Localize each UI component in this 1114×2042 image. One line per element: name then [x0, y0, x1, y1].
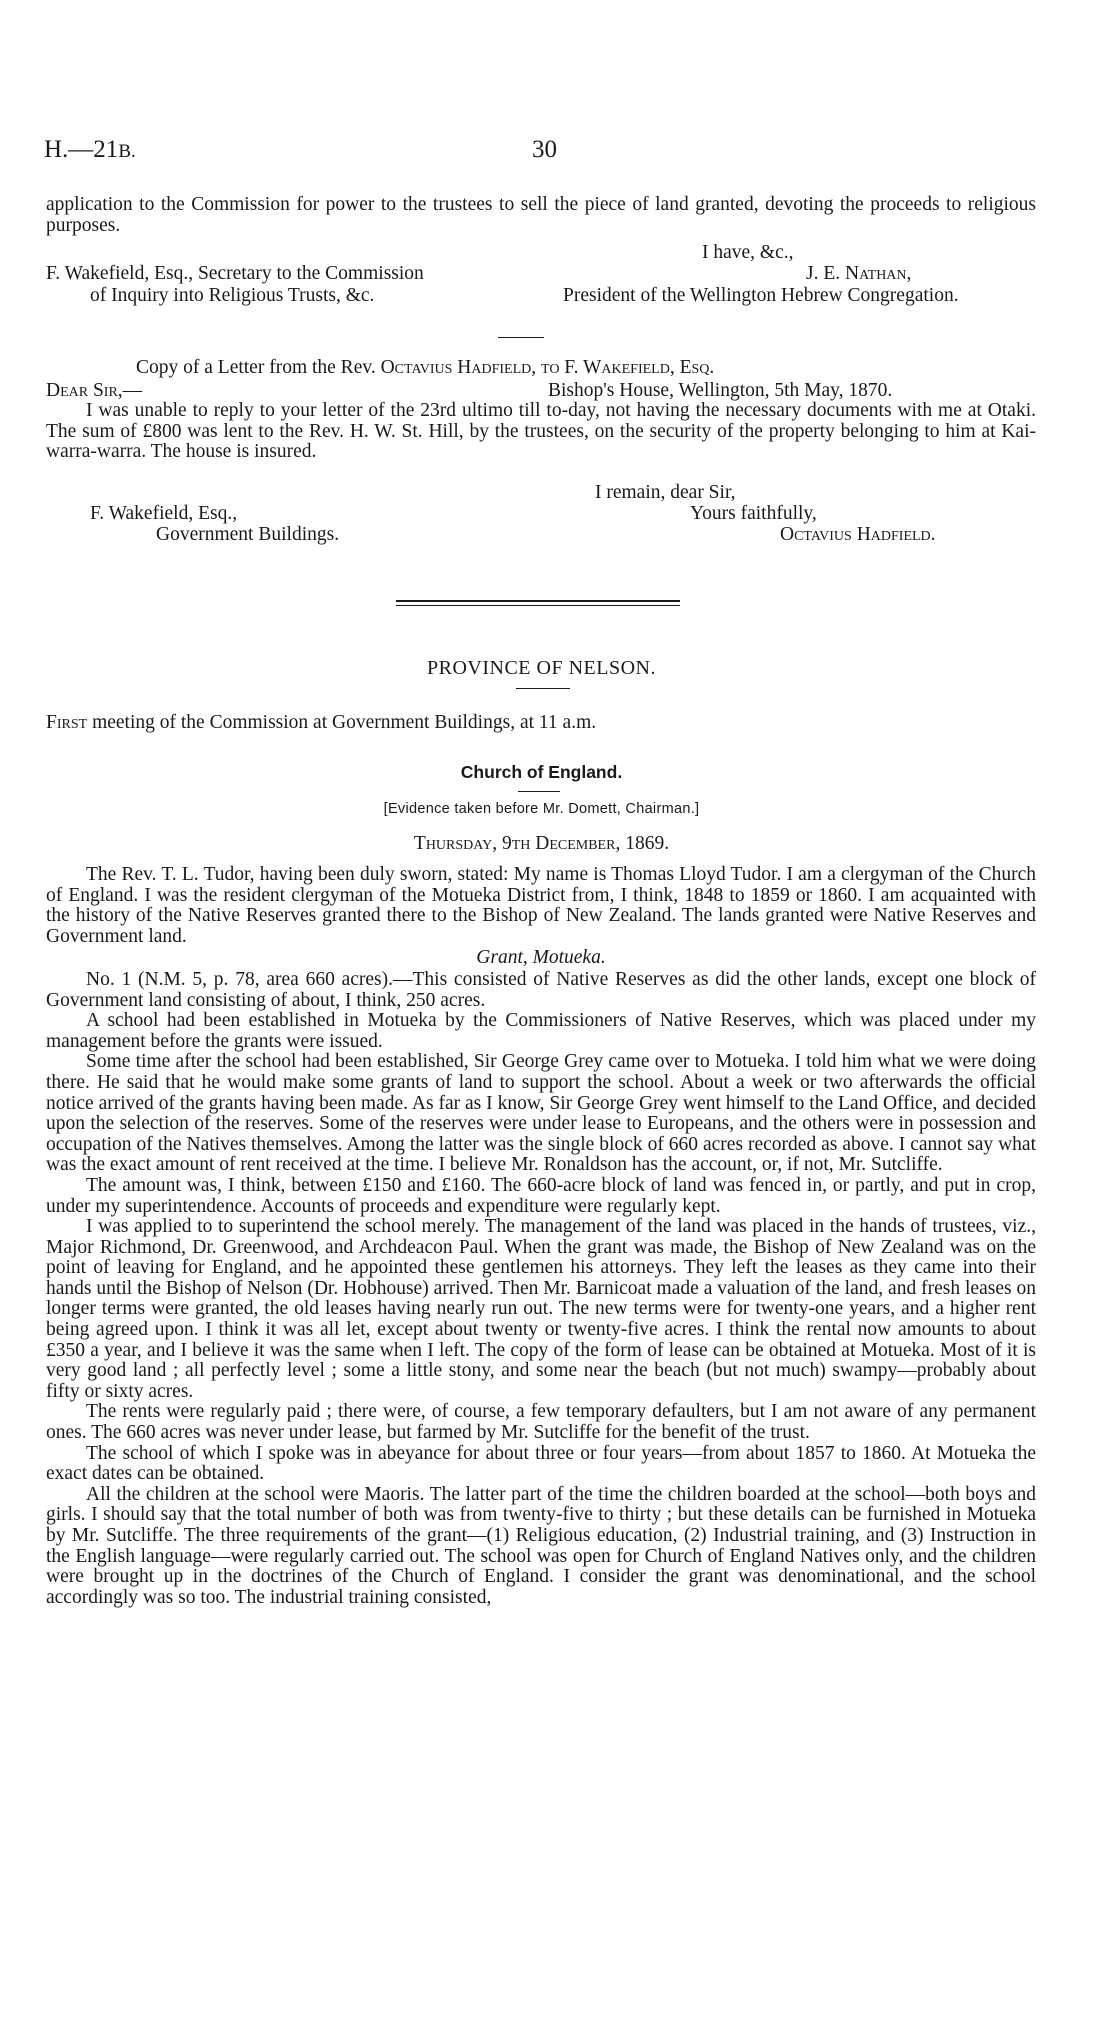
testimony-paragraph-9: All the children at the school were Maoris. The latter part of the time the children boarded at the school—both boys and girls. I should say that the total number of both was from twenty-five to thirty ; but these details can be furnished in Motueka by Mr. Sutcliffe. The three requirements of the grant—(1) Religious education, (2) Industrial training, and (3) Instruction in the English language—were regularly carried out. The school was open for Church of England Natives only, and the children were brought up in the doctrines of the Church of England. I consider the grant was denominational, and the school accordingly was so too. The industrial training consisted, — [46, 1483, 1036, 1608]
testimony-paragraph-6: I was applied to to superintend the school merely. The management of the land was placed in the hands of trustees, viz., Major Richmond, Dr. Greenwood, and Archdeacon Paul. When the grant was made, the Bishop of New Zealand was on the point of leaving for England, and he appointed these gentlemen his attorneys. They left the leases as they came into their hands until the Bishop of Nelson (Dr. Hobhouse) arrived. Then Mr. Barnicoat made a valuation of the land, and fresh leases on longer terms were granted, the old leases having nearly run out. The new terms were for twenty-one years, and a higher rent being agreed upon. I think it was all let, except about twenty or twenty-five acres. I think the rental now amounts to about £350 a year, and I believe it was the same when I left. The copy of the form of lease can be obtained at Motueka. Most of it is very good land ; all perfectly level ; some a little stony, and some near the beach (but not much) swampy—probably about fifty or sixty acres. — [46, 1216, 1036, 1402]
intro-signer-title: President of the Wellington Hebrew Congregation. — [563, 285, 959, 306]
doc-ref-suffix: B. — [118, 141, 136, 162]
testimony — [46, 865, 1036, 1608]
testimony-paragraph-7: The rents were regularly paid ; there were, of course, a few temporary defaulters, but I am not aware of any permanent ones. The 660 acres was never under lease, but farmed by Mr. Sutcliffe for the benefit of the trust. — [46, 1401, 1036, 1444]
intro-addressee-line2: of Inquiry into Religious Trusts, &c. — [90, 285, 375, 306]
date-heading: Thursday, 9th December, 1869. — [413, 833, 670, 854]
letter-title — [136, 357, 714, 379]
letter-to-line2: Government Buildings. — [156, 524, 340, 545]
testimony-paragraph-1: The Rev. T. L. Tudor, having been duly sworn, stated: My name is Thomas Lloyd Tudor. I am a clergyman of the Church of England. I was the resident clergyman of the Motueka District from, I think, 1848 to 1859 or 1860. I am acquainted with the history of the Native Reserves granted there to the Bishop of New Zealand. The lands granted were Native Reserves and Government land. — [46, 864, 1036, 947]
evidence-note: [Evidence taken before Mr. Domett, Chairman.] — [383, 801, 700, 817]
province-heading: PROVINCE OF NELSON. — [427, 657, 656, 679]
letter-salutation: Dear Sir,— — [46, 380, 143, 401]
letter-title-author: Octavius Hadfield, — [380, 357, 537, 378]
testimony-paragraph-4: Some time after the school had been established, Sir George Grey came over to Motueka. I told him what we were doing there. He said that he would make some grants of land to support the school. About a week or two afterwards the official notice arrived of the grants having been made. As far as I know, Sir George Grey went himself to the Land Office, and decided upon the selection of the reserves. Some of the reserves were under lease to Europeans, and the others were in possession and occupation of the Natives themselves. Among the latter was the single block of 660 acres recorded as above. I cannot say what was the exact amount of rent received at the time. I believe Mr. Ronaldson has the account, or, if not, Mr. Sutcliffe. — [46, 1051, 1036, 1176]
page-number: 30 — [532, 136, 557, 163]
letter-title-to: to F. Wakefield, Esq. — [541, 357, 715, 378]
double-rule-top — [396, 600, 680, 602]
letter-body: I was unable to reply to your letter of the 23rd ultimo till to-day, not having the necessary documents with me at Otaki. The sum of £800 was lent to the Rev. H. W. St. Hill, by the trustees, on the security of the property belonging to him at Kai-warra-warra. The house is insured. — [46, 400, 1036, 463]
intro-addressee-line1: F. Wakefield, Esq., Secretary to the Commission — [46, 263, 424, 284]
intro-paragraph: application to the Commission for power to the trustees to sell the piece of land granted, devoting the proceeds to religious purposes. — [46, 194, 1036, 236]
intro-signer-name: J. E. Nathan, — [806, 263, 912, 284]
letter-signature: Octavius Hadfield. — [780, 524, 936, 545]
grant-heading: Grant, Motueka. — [476, 947, 606, 969]
document-reference — [44, 136, 136, 164]
letter-to-line1: F. Wakefield, Esq., — [90, 503, 238, 524]
letter-title-pre: Copy of a Letter from the Rev. — [136, 357, 376, 378]
province-underline — [516, 688, 570, 689]
church-heading: Church of England. — [460, 762, 623, 782]
letter-closing-1: I remain, dear Sir, — [595, 482, 736, 503]
church-underline — [518, 791, 560, 792]
section-divider — [498, 337, 544, 338]
testimony-paragraph-5: The amount was, I think, between £150 and £160. The 660-acre block of land was fenced in, or partly, and put in crop, under my superintendence. Accounts of proceeds and expenditure were regularly kept. — [46, 1174, 1036, 1217]
double-rule-bottom — [396, 605, 680, 606]
intro-closing: I have, &c., — [702, 242, 794, 263]
letter-closing-2: Yours faithfully, — [690, 503, 817, 524]
first-meeting-line — [46, 712, 596, 734]
testimony-paragraph-2: No. 1 (N.M. 5, p. 78, area 660 acres).—This consisted of Native Reserves as did the other lands, except one block of Government land consisting of about, I think, 250 acres. — [46, 968, 1036, 1011]
testimony-paragraph-3: A school had been established in Motueka by the Commissioners of Native Reserves, which was placed under my management before the grants were issued. — [46, 1010, 1036, 1052]
testimony-paragraph-8: The school of which I spoke was in abeyance for about three or four years—from about 1857 to 1860. At Motueka the exact dates can be obtained. — [46, 1442, 1036, 1485]
letter-address-date: Bishop's House, Wellington, 5th May, 1870. — [548, 380, 893, 401]
first-meeting-rest: meeting of the Commission at Government Buildings, at 11 a.m. — [92, 712, 597, 733]
doc-ref-main: H.—21 — [44, 136, 119, 163]
first-meeting-lead: First — [46, 712, 88, 733]
